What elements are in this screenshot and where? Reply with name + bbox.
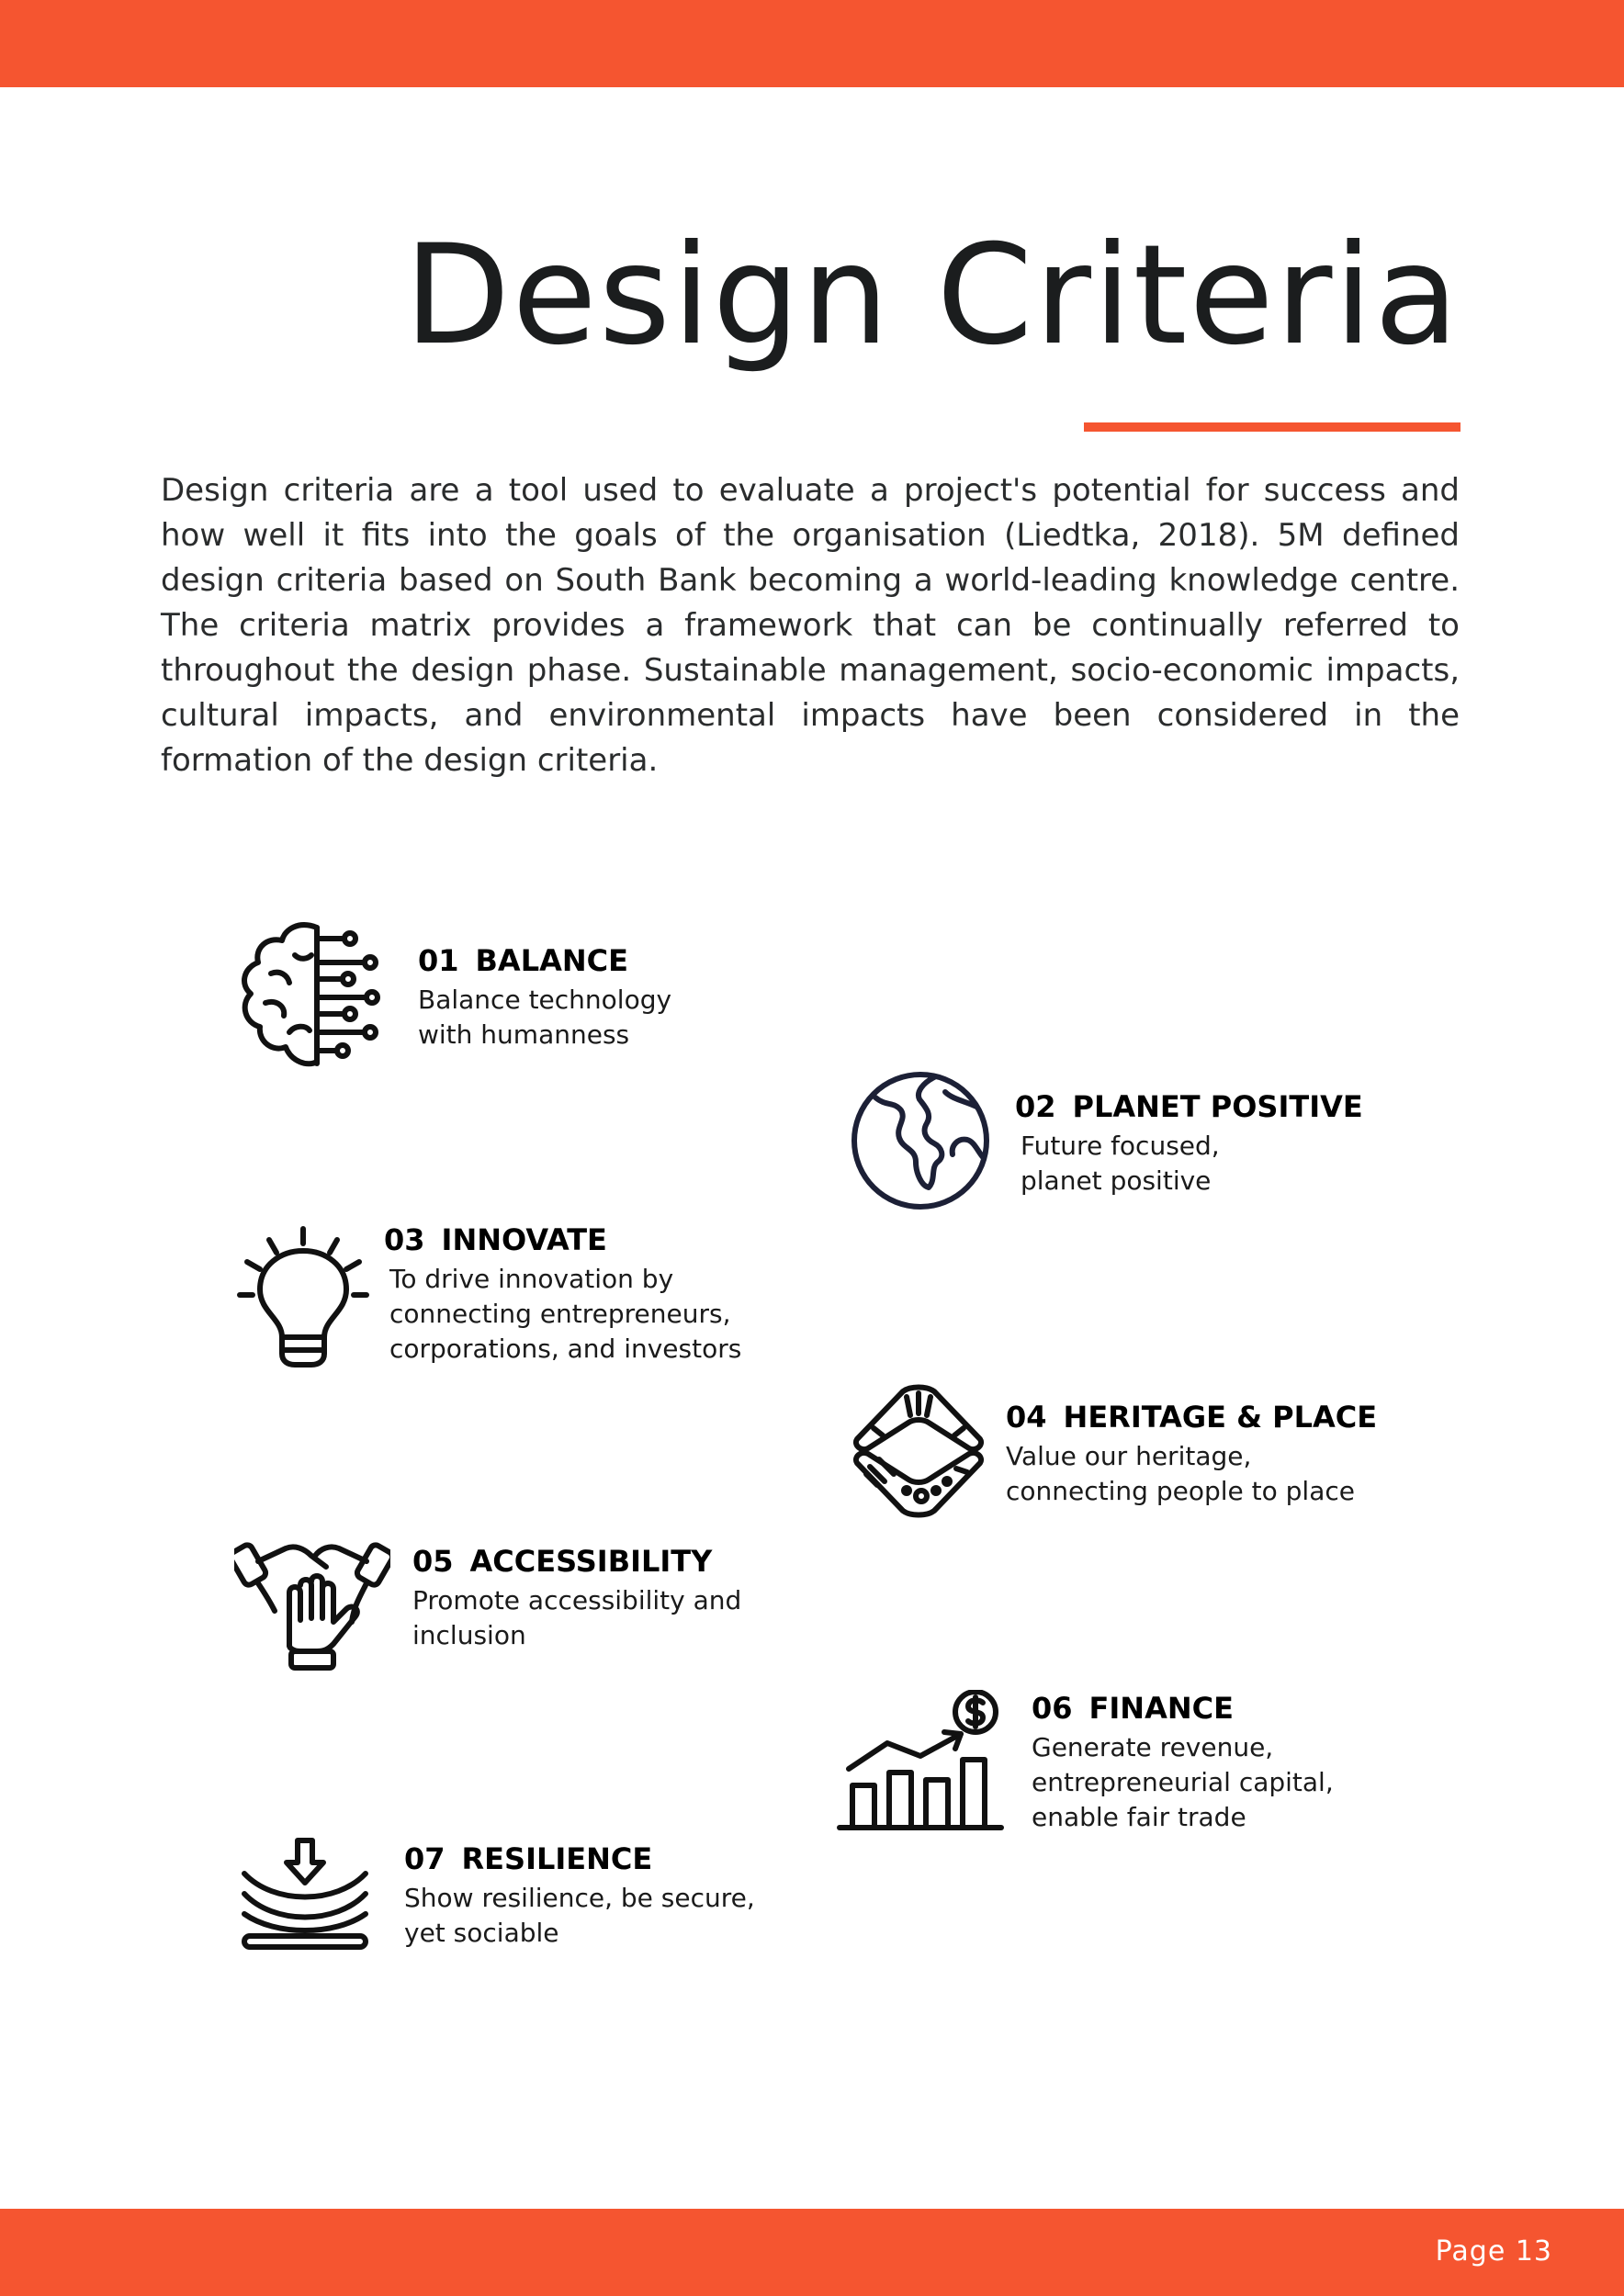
criterion-title: RESILIENCE	[461, 1841, 653, 1876]
title-underline	[1084, 422, 1460, 432]
criterion-number: 03	[384, 1222, 425, 1257]
lightbulb-icon	[234, 1223, 372, 1370]
growth-chart-icon	[836, 1690, 1006, 1832]
top-accent-band	[0, 0, 1624, 87]
description-line: Balance technology	[418, 985, 672, 1015]
description-line: To drive innovation by	[389, 1264, 674, 1294]
criterion-description	[412, 1583, 741, 1653]
criterion-heading	[1032, 1690, 1334, 1727]
criterion-heading	[412, 1543, 741, 1580]
description-line: entrepreneurial capital,	[1032, 1767, 1334, 1797]
joined-hands-icon	[234, 1534, 390, 1671]
description-line: inclusion	[412, 1620, 526, 1650]
criterion-title: INNOVATE	[441, 1222, 607, 1257]
criterion-heading	[1006, 1399, 1377, 1435]
criterion-description	[1006, 1439, 1377, 1509]
brain-circuit-icon	[234, 918, 390, 1075]
description-line: Value our heritage,	[1006, 1441, 1252, 1471]
description-line: Generate revenue,	[1032, 1732, 1274, 1762]
boomerang-icon	[850, 1382, 987, 1520]
criterion-title: PLANET POSITIVE	[1072, 1089, 1363, 1124]
criterion-number: 06	[1032, 1691, 1073, 1726]
criterion-number: 02	[1015, 1089, 1056, 1124]
criterion-description	[418, 983, 671, 1052]
description-line: with humanness	[418, 1019, 630, 1050]
criterion-number: 04	[1006, 1400, 1047, 1435]
criterion-description	[1032, 1730, 1334, 1835]
criterion-title: HERITAGE & PLACE	[1063, 1400, 1378, 1435]
criterion-heading	[418, 942, 671, 979]
criterion-title: ACCESSIBILITY	[469, 1544, 713, 1579]
description-line: Future focused,	[1021, 1131, 1220, 1161]
criterion-heading	[1015, 1088, 1363, 1125]
description-line: planet positive	[1021, 1165, 1212, 1196]
criterion-title: FINANCE	[1088, 1691, 1234, 1726]
description-line: connecting people to place	[1006, 1476, 1355, 1506]
criterion-number: 05	[412, 1544, 454, 1579]
criterion-heading	[384, 1221, 741, 1258]
description-line: Promote accessibility and	[412, 1585, 742, 1615]
criterion-description	[389, 1262, 741, 1367]
description-line: yet sociable	[404, 1918, 559, 1948]
resilience-layers-icon	[239, 1837, 371, 1953]
criterion-title: BALANCE	[475, 943, 628, 978]
criterion-heading	[404, 1840, 755, 1877]
globe-icon	[850, 1070, 991, 1211]
description-line: Show resilience, be secure,	[404, 1883, 755, 1913]
description-line: connecting entrepreneurs,	[389, 1299, 731, 1329]
description-line: corporations, and investors	[389, 1334, 742, 1364]
criterion-number: 01	[418, 943, 459, 978]
criterion-description	[1021, 1129, 1363, 1199]
intro-paragraph: Design criteria are a tool used to evaluate a project's potential for success and how well it fits into the goals of the organisation (Liedtka, 2018). 5M defined design criteria based on South Bank becoming a world-leading knowledge centre. The criteria matrix provides a framework that can be continually referred to throughout the design phase. Sustainable management, socio-economic impacts, cultural impacts, and environmental impacts have been considered in the formation of the design criteria.	[161, 472, 1460, 779]
criterion-number: 07	[404, 1841, 445, 1876]
page-title: Design Criteria	[403, 216, 1460, 376]
page-number: Page 13	[1435, 2235, 1552, 2268]
bottom-accent-band	[0, 2209, 1624, 2296]
description-line: enable fair trade	[1032, 1802, 1246, 1832]
criterion-description	[404, 1881, 755, 1951]
